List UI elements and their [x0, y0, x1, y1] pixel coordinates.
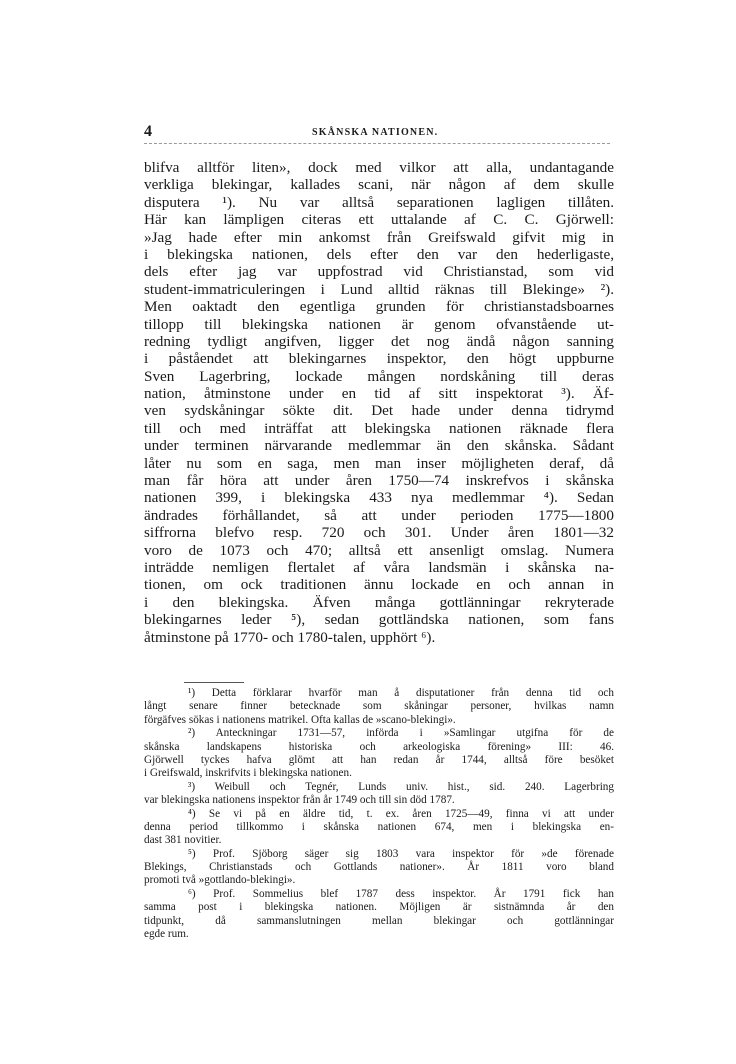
body-line: »Jag hade efter min ankomst från Greifswald gifvit mig in: [144, 228, 614, 246]
body-line: student-immatriculeringen i Lund alltid räknas till Blekinge» ²).: [144, 280, 614, 298]
footnote-line: ³) Weibull och Tegnér, Lunds univ. hist., sid. 240. Lagerbring: [188, 780, 614, 793]
body-line: ändrades förhållandet, så att under perioden 1775—1800: [144, 506, 614, 524]
footnote-line: dast 381 novitier.: [144, 834, 222, 847]
footnote-line: var blekingska nationens inspektor från år 1749 och till sin död 1787.: [144, 794, 455, 807]
body-line: ven sydskåningar sökte dit. Det hade under denna tidrymd: [144, 402, 614, 420]
body-line: siffrorna blefvo resp. 720 och 301. Under åren 1801—32: [144, 524, 614, 542]
body-line: dels efter jag var uppfostrad vid Christianstad, som vid: [144, 263, 614, 281]
footnotes: [144, 682, 614, 941]
body-line: låter nu som en saga, men man inser möjligheten deraf, då: [144, 454, 614, 472]
page-number: 4: [144, 123, 152, 140]
footnote-line: i Greifswald, inskrifvits i blekingska nationen.: [144, 767, 352, 780]
footnote-rule: [184, 682, 244, 683]
body-line: nation, åtminstone under en tid af sitt inspektorat ³). Äf-: [144, 385, 614, 403]
page-header: [144, 123, 610, 143]
body-text: [144, 159, 614, 646]
footnote-line: denna period tillkommo i skånska nationen 674, men i blekingska en-: [144, 820, 614, 833]
footnote-line: långt senare finner betecknade som skåningar personer, hvilkas namn: [144, 700, 614, 713]
body-line: till och med inträffat att blekingska nationen räknade flera: [144, 419, 614, 437]
footnote-line: ⁴) Se vi på en äldre tid, t. ex. åren 1725—49, finna vi att under: [188, 807, 614, 820]
footnote-line: tidpunkt, då sammanslutningen mellan blekingar och gottlänningar: [144, 914, 614, 927]
body-line: åtminstone på 1770- och 1780-talen, upphört ⁶).: [144, 628, 436, 646]
footnote-line: skånska landskapens historiska och arkeologiska förening» III: 46.: [144, 740, 614, 753]
body-line: Sven Lagerbring, lockade mången nordskåning till deras: [144, 367, 614, 385]
footnote-line: Blekings, Christianstads och Gottlands nationer». År 1811 voro bland: [144, 861, 614, 874]
body-line: voro de 1073 och 470; alltså ett ansenligt omslag. Numera: [144, 541, 614, 559]
footnote-line: ⁵) Prof. Sjöborg säger sig 1803 vara inspektor för »de förenade: [188, 847, 614, 860]
body-line: redning tydligt angifven, ligger det nog ändå någon sanning: [144, 332, 614, 350]
body-line: Här kan lämpligen citeras ett uttalande af C. C. Gjörwell:: [144, 211, 614, 229]
footnote-line: ²) Anteckningar 1731—57, införda i »Samlingar utgifna för de: [188, 727, 614, 740]
body-line: inträdde nemligen flertalet af våra landsmän i skånska na-: [144, 558, 614, 576]
body-line: nationen 399, i blekingska 433 nya medlemmar ⁴). Sedan: [144, 489, 614, 507]
footnote-line: egde rum.: [144, 928, 189, 941]
body-line: tionen, om ock traditionen ännu lockade en och annan in: [144, 576, 614, 594]
body-line: blifva alltför liten», dock med vilkor att alla, undantagande: [144, 159, 614, 176]
body-line: disputera ¹). Nu var alltså separationen lagligen tillåten.: [144, 193, 614, 211]
body-line: i påståendet att blekingarnes inspektor, den högt uppburne: [144, 350, 614, 368]
body-line: man får höra att under åren 1750—74 inskrefvos i skånska: [144, 472, 614, 490]
body-line: tillopp till blekingska nationen är genom ofvanstående ut-: [144, 315, 614, 333]
running-title: SKÅNSKA NATIONEN.: [312, 127, 439, 138]
footnote-line: promoti två »gottlando-blekingi».: [144, 874, 296, 887]
body-line: under terminen närvarande medlemmar än den skånska. Sådant: [144, 437, 614, 455]
header-rule: [144, 143, 610, 144]
body-line: Men oaktadt den egentliga grunden för christianstadsboarnes: [144, 298, 614, 316]
body-line: verkliga blekingar, kallades scani, när någon af dem skulle: [144, 176, 614, 194]
footnote-line: Gjörwell tyckes hafva glömt att han redan år 1744, alltså före besöket: [144, 753, 614, 766]
footnote-line: förgäfves sökas i nationens matrikel. Ofta kallas de »scano-blekingi».: [144, 713, 456, 726]
body-line: i den blekingska. Äfven många gottlänningar rekryterade: [144, 593, 614, 611]
footnote-line: ¹) Detta förklarar hvarför man å disputationer från denna tid och: [188, 687, 614, 699]
body-line: i blekingska nationen, dels efter den var den hederligaste,: [144, 245, 614, 263]
body-line: blekingarnes leder ⁵), sedan gottländska nationen, som fans: [144, 611, 614, 629]
footnote-line: samma post i blekingska nationen. Möjligen är sistnämnda år den: [144, 901, 614, 914]
footnote-line: ⁶) Prof. Sommelius blef 1787 dess inspektor. År 1791 fick han: [188, 887, 614, 900]
